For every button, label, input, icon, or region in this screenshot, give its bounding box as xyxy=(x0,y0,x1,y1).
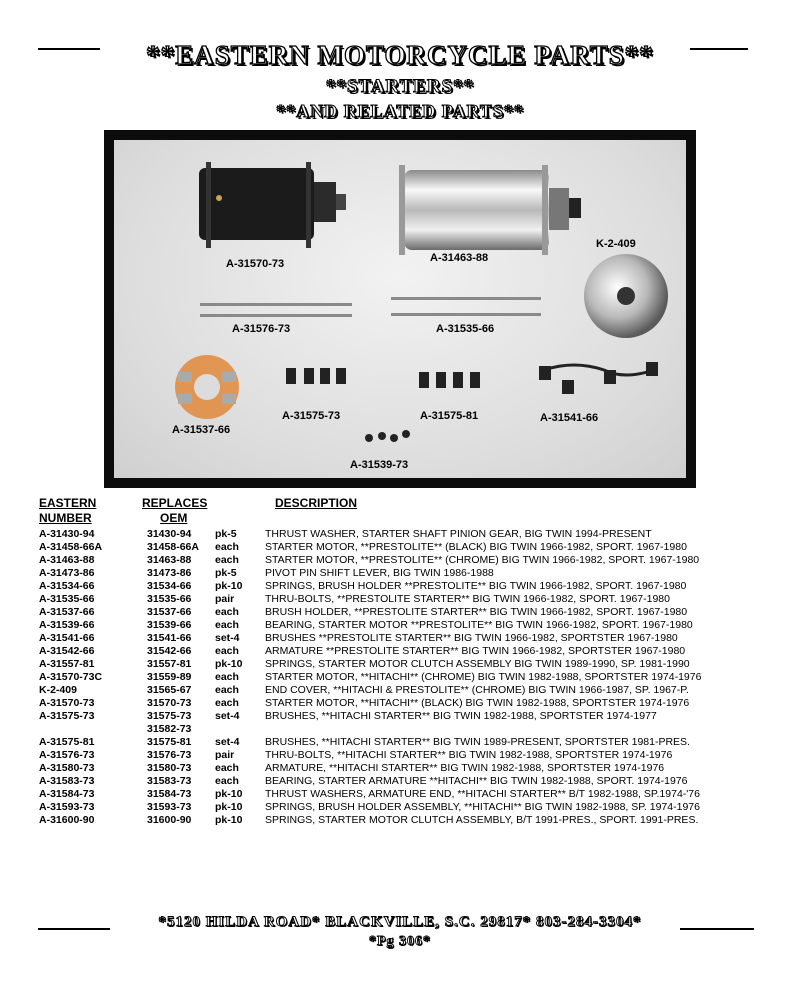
description: ARMATURE **PRESTOLITE STARTER** BIG TWIN 1966-1982, SPORTSTER 1967-1980 xyxy=(265,645,686,657)
oem-number: 31575-81 xyxy=(147,736,192,748)
quantity: pair xyxy=(215,749,235,761)
part-number: A-31593-73 xyxy=(39,801,95,813)
oem-number: 31580-73 xyxy=(147,762,192,774)
table-row xyxy=(0,736,800,749)
thru-bolts-right xyxy=(391,297,541,316)
photo-label: A-31541-66 xyxy=(540,412,599,424)
table-row xyxy=(0,606,800,619)
description: BRUSHES, **HITACHI STARTER** BIG TWIN 1982-1988, SPORTSTER 1974-1977 xyxy=(265,710,657,722)
description: STARTER MOTOR, **PRESTOLITE** (CHROME) BIG TWIN 1966-1982, SPORT. 1967-1980 xyxy=(265,554,700,566)
table-row xyxy=(0,723,800,736)
page-number: *Pg 306* xyxy=(368,934,432,949)
footer-address: *5120 HILDA ROAD* BLACKVILLE, S.C. 29817* 803-284-3304* xyxy=(158,914,642,930)
photo-label: A-31576-73 xyxy=(232,323,291,335)
thru-bolts-left xyxy=(200,303,352,317)
wired-brushes xyxy=(539,362,658,394)
part-number: A-31537-66 xyxy=(39,606,95,618)
photo-label: A-31575-73 xyxy=(282,410,341,422)
table-row xyxy=(0,697,800,710)
table-row xyxy=(0,593,800,606)
oem-number: 31463-88 xyxy=(147,554,192,566)
table-row xyxy=(0,580,800,593)
quantity: pk-10 xyxy=(215,801,243,813)
table-row xyxy=(0,775,800,788)
table-row xyxy=(0,645,800,658)
part-number: A-31541-66 xyxy=(39,632,95,644)
quantity: pk-10 xyxy=(215,658,243,670)
page-title: **EASTERN MOTORCYCLE PARTS** xyxy=(146,40,654,70)
part-number: A-31580-73 xyxy=(39,762,95,774)
oem-number: 31559-89 xyxy=(147,671,192,683)
description: BRUSH HOLDER, **PRESTOLITE STARTER** BIG TWIN 1966-1982, SPORT. 1967-1980 xyxy=(265,606,688,618)
table-row xyxy=(0,749,800,762)
quantity: set-4 xyxy=(215,710,240,722)
photo-label: A-31539-73 xyxy=(350,459,409,471)
col-replaces-oem-2: OEM xyxy=(160,511,188,525)
brush-holder xyxy=(175,355,239,419)
part-number: A-31570-73 xyxy=(39,697,95,709)
col-replaces-oem-1: REPLACES xyxy=(142,496,208,510)
table-row xyxy=(0,814,800,827)
table-row xyxy=(0,671,800,684)
quantity: set-4 xyxy=(215,736,240,748)
oem-number: 31535-66 xyxy=(147,593,192,605)
table-row xyxy=(0,801,800,814)
description: BRUSHES, **HITACHI STARTER** BIG TWIN 1989-PRESENT, SPORTSTER 1981-PRES. xyxy=(265,736,690,748)
description: THRUST WASHERS, ARMATURE END, **HITACHI STARTER** B/T 1982-1988, SP.1974-'76 xyxy=(265,788,700,800)
photo-background xyxy=(114,140,686,478)
col-description: DESCRIPTION xyxy=(275,496,358,510)
part-number: A-31576-73 xyxy=(39,749,95,761)
oem-number: 31582-73 xyxy=(147,723,192,735)
photo-label: K-2-409 xyxy=(596,238,636,250)
col-eastern-number-1: EASTERN xyxy=(39,496,97,510)
description: BRUSHES **PRESTOLITE STARTER** BIG TWIN 1966-1982, SPORTSTER 1967-1980 xyxy=(265,632,678,644)
quantity: each xyxy=(215,645,239,657)
page-subtitle: **STARTERS** xyxy=(325,76,475,97)
part-number: A-31539-66 xyxy=(39,619,95,631)
oem-number: 31583-73 xyxy=(147,775,192,787)
part-number: A-31575-81 xyxy=(39,736,95,748)
oem-number: 31539-66 xyxy=(147,619,192,631)
oem-number: 31600-90 xyxy=(147,814,192,826)
part-number: A-31430-94 xyxy=(39,528,95,540)
quantity: each xyxy=(215,606,239,618)
part-number: A-31535-66 xyxy=(39,593,95,605)
photo-label: A-31537-66 xyxy=(172,424,231,436)
photo-label: A-31575-81 xyxy=(420,410,479,422)
table-row xyxy=(0,567,800,580)
description: SPRINGS, STARTER MOTOR CLUTCH ASSEMBLY BIG TWIN 1989-1990, SP. 1981-1990 xyxy=(265,658,690,670)
chrome-end-cover xyxy=(584,254,668,338)
table-row xyxy=(0,788,800,801)
part-number: A-31473-86 xyxy=(39,567,95,579)
description: THRUST WASHER, STARTER SHAFT PINION GEAR, BIG TWIN 1994-PRESENT xyxy=(265,528,652,540)
part-number: A-31463-88 xyxy=(39,554,95,566)
table-row xyxy=(0,528,800,541)
table-row xyxy=(0,619,800,632)
parts-table xyxy=(0,528,800,827)
quantity: pk-5 xyxy=(215,528,237,540)
oem-number: 31593-73 xyxy=(147,801,192,813)
chrome-starter-motor xyxy=(399,165,581,255)
description: STARTER MOTOR, **HITACHI** (BLACK) BIG TWIN 1982-1988, SPORTSTER 1974-1976 xyxy=(265,697,690,709)
quantity: pk-5 xyxy=(215,567,237,579)
brushes-set-2 xyxy=(419,372,480,388)
part-number: A-31458-66A xyxy=(39,541,103,553)
description: BEARING, STARTER MOTOR **PRESTOLITE** BIG TWIN 1966-1982, SPORT. 1967-1980 xyxy=(265,619,693,631)
quantity: each xyxy=(215,775,239,787)
quantity: pk-10 xyxy=(215,814,243,826)
description: THRU-BOLTS, **HITACHI STARTER** BIG TWIN 1982-1988, SPORTSTER 1974-1976 xyxy=(265,749,673,761)
photo-label: A-31535-66 xyxy=(436,323,495,335)
quantity: pair xyxy=(215,593,235,605)
oem-number: 31537-66 xyxy=(147,606,192,618)
oem-number: 31458-66A xyxy=(147,541,199,553)
quantity: pk-10 xyxy=(215,580,243,592)
brushes-set-1 xyxy=(286,368,346,384)
quantity: set-4 xyxy=(215,632,240,644)
page-header xyxy=(0,40,800,122)
black-starter-motor xyxy=(199,162,346,248)
oem-number: 31430-94 xyxy=(147,528,192,540)
page-footer xyxy=(0,914,800,950)
oem-number: 31575-73 xyxy=(147,710,192,722)
bearings xyxy=(365,430,410,442)
part-number: A-31584-73 xyxy=(39,788,95,800)
table-row xyxy=(0,632,800,645)
oem-number: 31542-66 xyxy=(147,645,192,657)
description: STARTER MOTOR, **PRESTOLITE** (BLACK) BIG TWIN 1966-1982, SPORT. 1967-1980 xyxy=(265,541,687,553)
table-row xyxy=(0,684,800,697)
part-number: A-31583-73 xyxy=(39,775,95,787)
part-number: A-31557-81 xyxy=(39,658,95,670)
quantity: each xyxy=(215,684,239,696)
description: BEARING, STARTER ARMATURE **HITACHI** BIG TWIN 1982-1988, SPORT. 1974-1976 xyxy=(265,775,688,787)
part-number: A-31542-66 xyxy=(39,645,95,657)
description: STARTER MOTOR, **HITACHI** (CHROME) BIG TWIN 1982-1988, SPORTSTER 1974-1976 xyxy=(265,671,702,683)
description: SPRINGS, BRUSH HOLDER **PRESTOLITE** BIG TWIN 1966-1982, SPORT. 1967-1980 xyxy=(265,580,687,592)
photo-label: A-31463-88 xyxy=(430,252,489,264)
part-number: A-31575-73 xyxy=(39,710,95,722)
oem-number: 31541-66 xyxy=(147,632,192,644)
table-row xyxy=(0,541,800,554)
quantity: pk-10 xyxy=(215,788,243,800)
oem-number: 31534-66 xyxy=(147,580,192,592)
quantity: each xyxy=(215,762,239,774)
part-number: K-2-409 xyxy=(39,684,77,696)
oem-number: 31473-86 xyxy=(147,567,192,579)
oem-number: 31557-81 xyxy=(147,658,192,670)
quantity: each xyxy=(215,619,239,631)
oem-number: 31584-73 xyxy=(147,788,192,800)
description: SPRINGS, STARTER MOTOR CLUTCH ASSEMBLY, B/T 1991-PRES., SPORT. 1991-PRES. xyxy=(265,814,699,826)
description: SPRINGS, BRUSH HOLDER ASSEMBLY, **HITACHI** BIG TWIN 1982-1988, SP. 1974-1976 xyxy=(265,801,700,813)
oem-number: 31565-67 xyxy=(147,684,192,696)
table-row xyxy=(0,762,800,775)
product-photo xyxy=(104,130,696,488)
part-number: A-31600-90 xyxy=(39,814,95,826)
oem-number: 31570-73 xyxy=(147,697,192,709)
description: END COVER, **HITACHI & PRESTOLITE** (CHROME) BIG TWIN 1966-1987, SP. 1967-P. xyxy=(265,684,689,696)
page-subtitle-2: **AND RELATED PARTS** xyxy=(276,101,524,121)
table-row xyxy=(0,710,800,723)
quantity: each xyxy=(215,671,239,683)
description: THRU-BOLTS, **PRESTOLITE STARTER** BIG TWIN 1966-1982, SPORT. 1967-1980 xyxy=(265,593,670,605)
col-eastern-number-2: NUMBER xyxy=(39,511,92,525)
table-row xyxy=(0,658,800,671)
part-number: A-31534-66 xyxy=(39,580,95,592)
description: PIVOT PIN SHIFT LEVER, BIG TWIN 1986-1988 xyxy=(265,567,494,579)
quantity: each xyxy=(215,697,239,709)
table-row xyxy=(0,554,800,567)
quantity: each xyxy=(215,541,239,553)
oem-number: 31576-73 xyxy=(147,749,192,761)
photo-label: A-31570-73 xyxy=(226,258,285,270)
quantity: each xyxy=(215,554,239,566)
description: ARMATURE, **HITACHI STARTER** BIG TWIN 1982-1988, SPORTSTER 1974-1976 xyxy=(265,762,665,774)
part-number: A-31570-73C xyxy=(39,671,103,683)
